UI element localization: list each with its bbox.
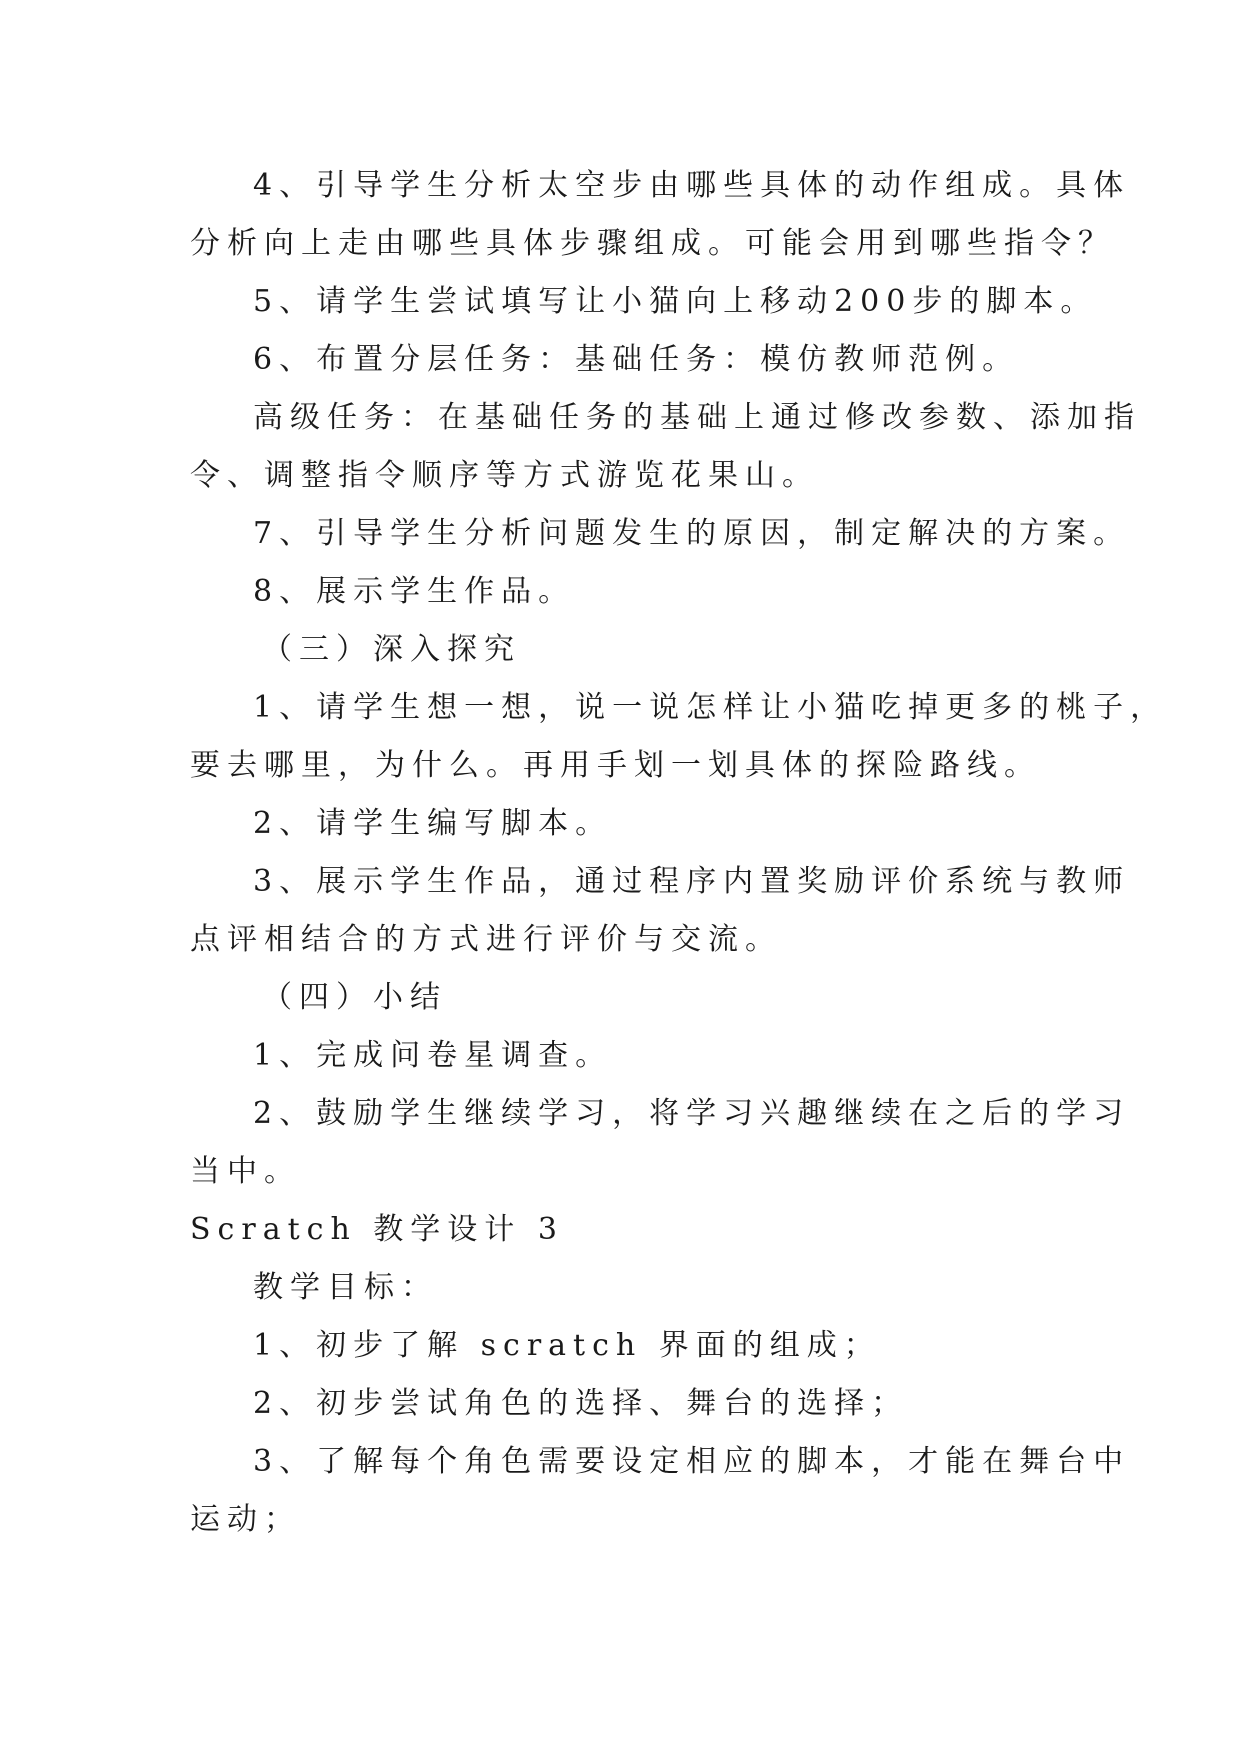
paragraph-line: 运动； <box>190 1502 301 1537</box>
paragraph-line: 分析向上走由哪些具体步骤组成。可能会用到哪些指令？ <box>190 226 1115 261</box>
paragraph-line: 4、引导学生分析太空步由哪些具体的动作组成。具体 <box>253 168 1131 203</box>
paragraph-line: 教学目标： <box>253 1270 438 1305</box>
paragraph-line: 2、鼓励学生继续学习，将学习兴趣继续在之后的学习 <box>253 1096 1131 1131</box>
paragraph-line: 高级任务：在基础任务的基础上通过修改参数、添加指 <box>253 400 1141 435</box>
paragraph-line: 8、展示学生作品。 <box>253 574 576 609</box>
paragraph-line: 5、请学生尝试填写让小猫向上移动200步的脚本。 <box>253 284 1098 319</box>
document-title: Scratch 教学设计 3 <box>190 1212 564 1247</box>
paragraph-line: 6、布置分层任务：基础任务：模仿教师范例。 <box>253 342 1020 377</box>
paragraph-line: 3、了解每个角色需要设定相应的脚本，才能在舞台中 <box>253 1444 1131 1479</box>
section-heading: （四）小结 <box>262 980 447 1015</box>
section-heading: （三）深入探究 <box>262 632 521 667</box>
paragraph-line: 要去哪里，为什么。再用手划一划具体的探险路线。 <box>190 748 1041 783</box>
paragraph-line: 2、请学生编写脚本。 <box>253 806 613 841</box>
paragraph-line: 1、完成问卷星调查。 <box>253 1038 613 1073</box>
paragraph-line: 当中。 <box>190 1154 301 1189</box>
paragraph-line: 7、引导学生分析问题发生的原因，制定解决的方案。 <box>253 516 1131 551</box>
paragraph-line: 点评相结合的方式进行评价与交流。 <box>190 922 782 957</box>
paragraph-line: 令、调整指令顺序等方式游览花果山。 <box>190 458 819 493</box>
paragraph-line: 2、初步尝试角色的选择、舞台的选择； <box>253 1386 909 1421</box>
paragraph-line: 1、初步了解 scratch 界面的组成； <box>253 1328 881 1363</box>
paragraph-line: 3、展示学生作品，通过程序内置奖励评价系统与教师 <box>253 864 1131 899</box>
paragraph-line: 1、请学生想一想，说一说怎样让小猫吃掉更多的桃子， <box>253 690 1168 725</box>
